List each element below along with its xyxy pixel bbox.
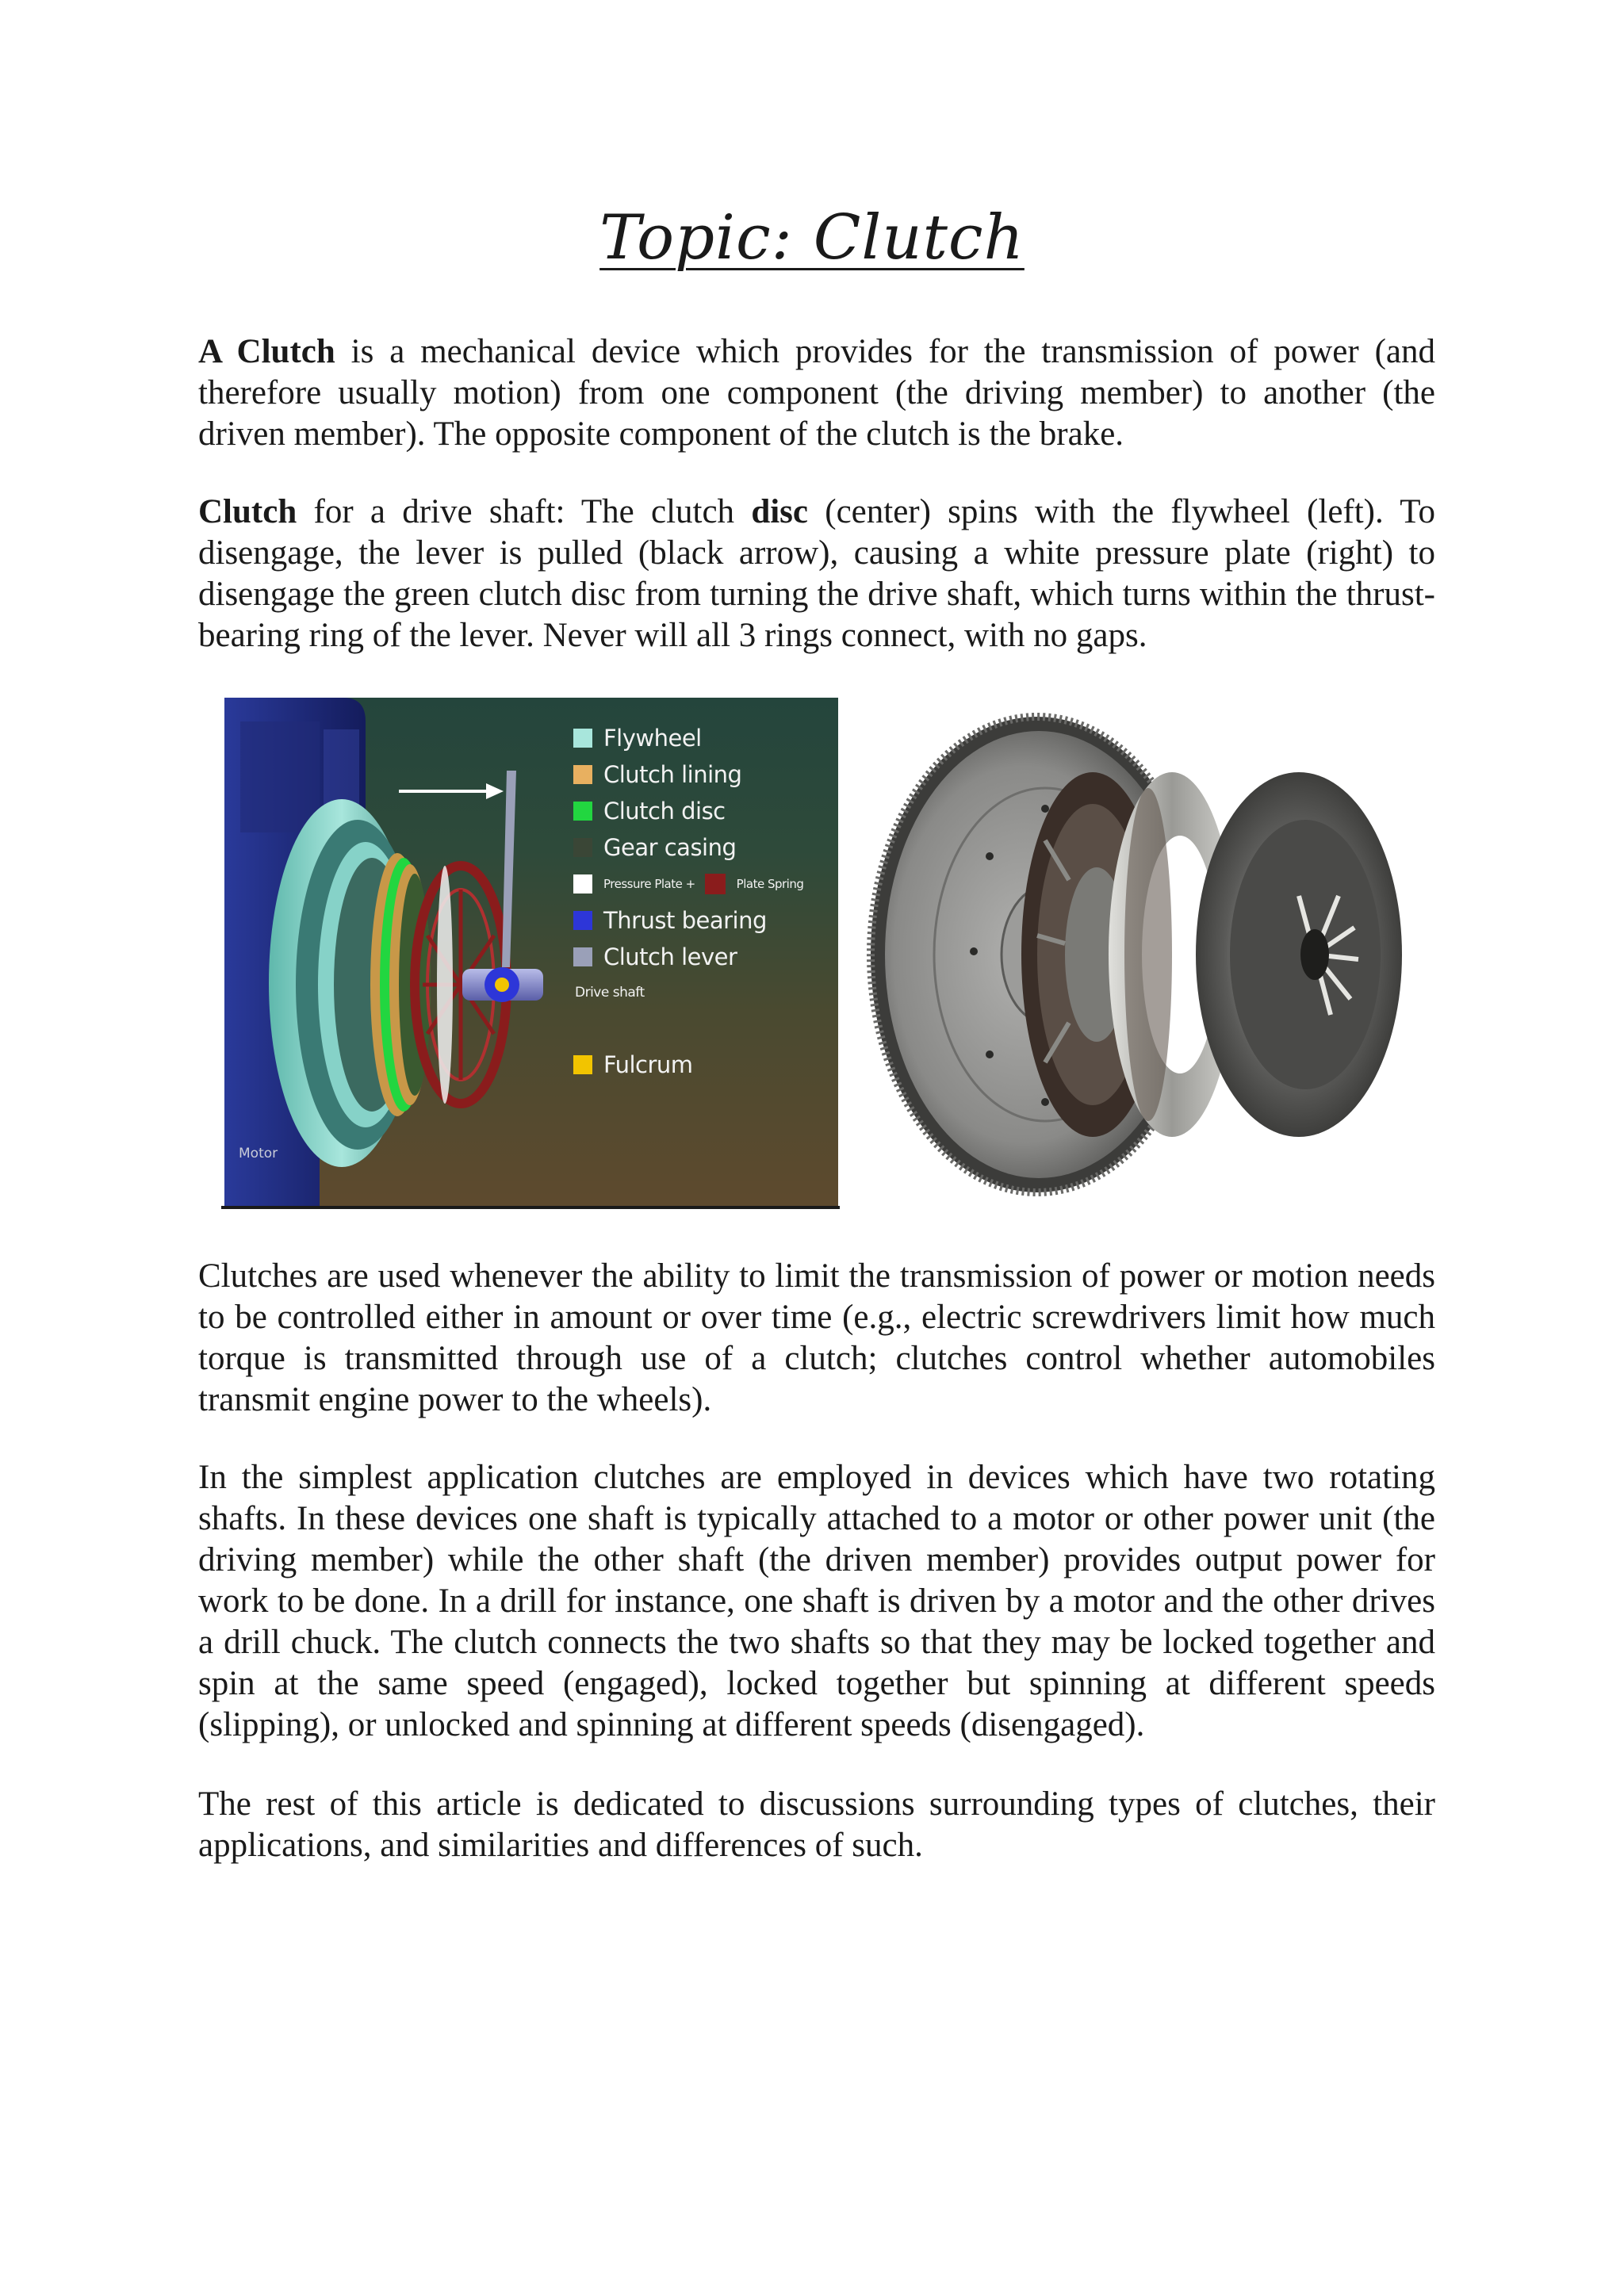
legend-item-pressure-plate [573,866,835,902]
fulcrum-shape [495,978,509,992]
swatch-icon [573,1055,592,1074]
arrow-icon [399,783,504,799]
legend-label: Flywheel [603,725,702,752]
legend-item-drive-shaft [530,975,835,1010]
figure-underline [221,1206,840,1209]
legend-label: Clutch lever [603,943,737,970]
legend-label: Fulcrum [603,1051,693,1078]
legend-label: Drive shaft [575,985,645,1001]
legend-item-clutch-lever [573,939,835,975]
application-paragraph: In the simplest application clutches are employed in devices which have two rotating shafts. In these devices one shaft is typically attached to a motor or other power unit (the driving member) while the other shaft (the driven member) provides output power for work to be done. In a drill for instance, one shaft is driven by a motor and the other drives a drill chuck. The clutch connects the two shafts so that they may be locked together and spin at the same speed (engaged), locked together but spinning at different speeds (slipping), or unlocked and spinning at different speeds (disengaged). [198,1459,1435,1743]
legend-item-gear-casing [573,829,835,866]
swatch-icon [573,729,592,748]
swatch-icon [573,947,592,966]
legend-label: Clutch lining [603,761,742,788]
exploded-clutch-image [855,698,1426,1211]
swatch-icon [573,838,592,857]
swatch-icon [573,874,592,894]
page-title: Topic: Clutch [599,202,1025,274]
bold-lead-term: A Clutch [198,333,335,370]
legend-label: Gear casing [603,834,737,861]
bold-term-disc: disc [751,493,808,530]
diagram-legend [573,720,835,1083]
clutch-lever-shape [502,771,516,967]
paragraph-text: for a drive shaft: The clutch [297,493,752,530]
drive-shaft-paragraph [198,492,1435,656]
paragraph-text: (center) spins with the flywheel (left). To disengage, the lever is pulled (black arrow), causing a white pressure plate (right) to disengage the green clutch disc from turning the drive shaft, which turns within the thrust-bearing ring of the lever. Never will all 3 rings connect, with no gaps. [198,493,1435,654]
legend-item-fulcrum [573,1047,835,1083]
swatch-icon [705,874,726,894]
bold-lead-term: Clutch [198,493,297,530]
legend-label: Thrust bearing [603,907,767,934]
legend-item-flywheel [573,720,835,756]
paragraph-text: is a mechanical device which provides for the transmission of power (and therefore usually motion) from one component (the driving member) to another (the driven member). The opposite component of the clutch is the brake. [198,333,1435,453]
clutch-photo-figure [855,698,1426,1211]
legend-label: Pressure Plate + [603,877,695,891]
intro-paragraph [198,331,1435,455]
clutch-disc-shape [370,853,431,1116]
clutch-cover-shape [1196,772,1402,1137]
motor-label: Motor [239,1146,278,1161]
legend-item-clutch-disc [573,793,835,829]
closing-paragraph: The rest of this article is dedicated to discussions surrounding types of clutches, their applications, and similarities and differences of such. [198,1785,1435,1864]
legend-label: Clutch disc [603,798,726,825]
swatch-icon [573,802,592,821]
usage-paragraph: Clutches are used whenever the ability to limit the transmission of power or motion needs to be controlled either in amount or over time (e.g., electric screwdrivers limit how much torque is transmitted through use of a clutch; clutches control whether automobiles transmit engine power to the wheels). [198,1257,1435,1418]
legend-label: Plate Spring [736,877,804,891]
legend-item-clutch-lining [573,756,835,793]
clutch-diagram-figure [224,698,838,1207]
swatch-icon [573,911,592,930]
swatch-icon [573,765,592,784]
legend-item-thrust-bearing [573,902,835,939]
